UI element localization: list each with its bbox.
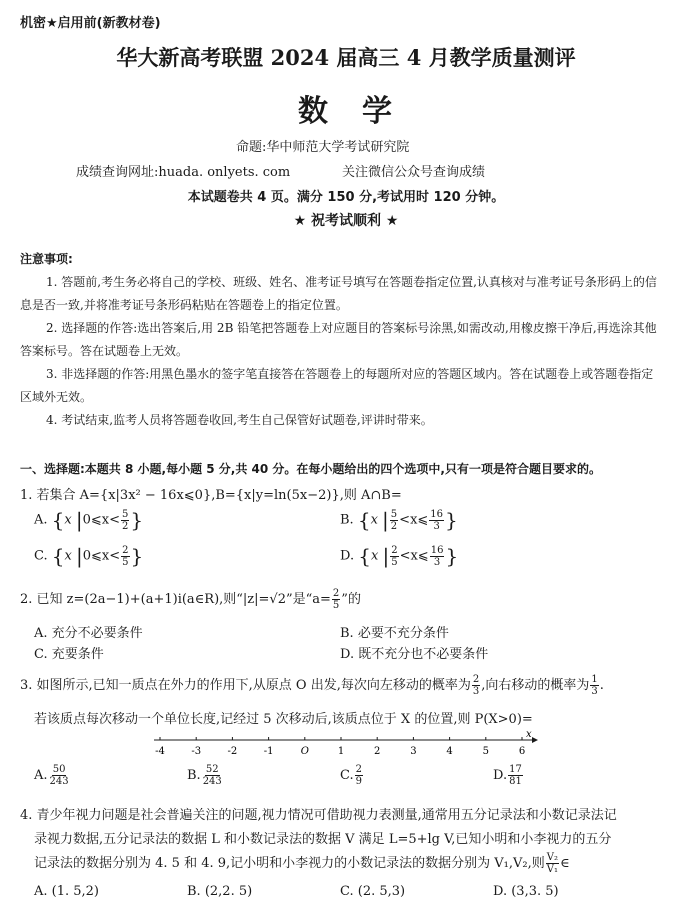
notice-heading: 注意事项: [20,252,73,266]
fraction: $\frac{\text{V₂}}{\text{V₁}}$ [546,852,558,875]
notice-list [20,271,664,432]
q4-option-b: B. (2,2. 5) [187,884,253,899]
fraction: $\frac{16}{3}$ [430,508,444,532]
axis-tick-label: 1 [337,746,345,757]
axis-tick-label: 6 [518,746,526,757]
q3-stem-line2: 若该质点每次移动一个单位长度,记经过 5 次移动后,该质点位于 X 的位置,则 P(X>0)= [34,712,533,727]
axis-tick-label: -3 [191,746,202,757]
exam-title: 华大新高考联盟 2024 届高三 4 月教学质量测评 [116,45,576,70]
axis-arrow [532,737,538,743]
axis-tick-label: -1 [263,746,274,757]
wechat-notice: 关注微信公众号查询成绩 [342,165,486,180]
good-luck: ★ 祝考试顺利 ★ [293,213,399,229]
q4-stem-line1: 4. 青少年视力问题是社会普遍关注的问题,视力情况可借助视力表测量,通常用五分记录法和小数记录法记 [20,808,617,823]
fraction: $\frac{2}{3}$ [472,674,480,697]
subject-title: 数 学 [298,94,394,129]
q1-option-b: B. {x | $\frac{5}{2}$ <x⩽ $\frac{16}{3}$ } [340,508,458,532]
section-heading: 一、选择题:本题共 8 小题,每小题 5 分,共 40 分。在每小题给出的四个选项中,只有一项是符合题目要求的。 [20,462,601,476]
fraction: $\frac{17}{81}$ [509,764,522,787]
q3-option-a: A. $\frac{50}{243}$ [34,764,69,787]
fraction: $\frac{52}{243}$ [202,764,222,787]
fraction: $\frac{2}{5}$ [391,544,398,568]
q1-stem: 1. 若集合 A={x|3x² − 16x⩽0},B={x|y=ln(5x−2)},则 A∩B= [20,488,402,503]
axis-tick-label: 3 [410,746,417,757]
q4-option-c: C. (2. 5,3) [340,884,406,899]
fraction: $\frac{2}{5}$ [122,544,129,568]
q1-option-a: A. {x |0⩽x< $\frac{5}{2}$ } [34,508,144,532]
q2-option-d: D. 既不充分也不必要条件 [340,647,489,662]
fraction: $\frac{5}{2}$ [390,508,398,532]
axis-tick-label: -4 [155,746,165,757]
fraction: $\frac{2}{9}$ [355,764,362,787]
confidential-label: 机密★启用前(新教材卷) [20,16,161,31]
fraction: $\frac{50}{243}$ [49,764,69,787]
option-label: D. [340,548,355,564]
q4-option-a: A. (1. 5,2) [34,884,100,899]
q4-stem-line3: 记录法的数据分别为 4. 5 和 4. 9,记小明和小李视力的小数记录法的数据分别为 V₁,V₂,则 $\frac{\text{V₂}}{\text{V₁}}$ ∈ [34,852,570,875]
option-label: B. [340,512,354,528]
option-label: C. [34,548,48,564]
q4-option-d: D. (3,3. 5) [493,884,559,899]
notice-item: 3. 非选择题的作答:用黑色墨水的签字笔直接答在答题卷上的每题所对应的答题区域内。答在试题卷上或答题卷指定区域外无效。 [20,367,654,404]
fraction: $\frac{5}{2}$ [122,508,129,532]
q1-option-c: C. {x |0⩽x< $\frac{2}{5}$ } [34,544,144,568]
axis-tick-label: O [300,746,309,757]
q3-option-c: C. $\frac{2}{9}$ [340,764,362,787]
number-line [140,730,540,758]
q4-stem-line2: 录视力数据,五分记录法的数据 L 和小数记录法的数据 V 满足 L=5+lg V,已知小明和小李视力的五分 [34,832,612,847]
notice-item: 4. 考试结束,监考人员将答题卷收回,考生自己保管好试题卷,评讲时带来。 [46,413,433,427]
axis-tick-label: 5 [482,746,489,757]
notice-item: 1. 答题前,考生务必将自己的学校、班级、姓名、准考证号填写在答题卷指定位置,认真核对与准考证号条形码上的信息是否一致,并将准考证号条形码粘贴在答题卷上的指定位置。 [20,275,657,312]
axis-tick-label: 2 [374,746,381,757]
q3-stem-line1: 3. 如图所示,已知一质点在外力的作用下,从原点 O 出发,每次向左移动的概率为 $\frac{2}{3}$ ,向右移动的概率为 $\frac{1}{3}$ . [20,674,604,697]
author-line: 命题:华中师范大学考试研究院 [236,140,410,155]
exam-info: 本试题卷共 4 页。满分 150 分,考试用时 120 分钟。 [187,190,505,205]
fraction: $\frac{1}{3}$ [591,674,598,697]
q2-option-c: C. 充要条件 [34,647,104,662]
q1-option-d: D. {x | $\frac{2}{5}$ <x⩽ $\frac{16}{3}$ } [340,544,459,568]
q3-option-d: D. $\frac{17}{81}$ [493,764,522,787]
q2-option-b: B. 必要不充分条件 [340,626,449,641]
q3-option-b: B. $\frac{52}{243}$ [187,764,222,787]
axis-tick-label: -2 [227,746,238,757]
notice-item: 2. 选择题的作答:选出答案后,用 2B 铅笔把答题卷上对应题目的答案标号涂黑,如需改动,用橡皮擦干净后,再选涂其他答案标号。答在试题卷上无效。 [20,321,657,358]
fraction: $\frac{2}{5}$ [332,588,340,611]
q2-stem: 2. 已知 z=(2a−1)+(a+1)i(a∈R),则“|z|=√2”是“a= $\frac{2}{5}$ ”的 [20,588,361,611]
q2-option-a: A. 充分不必要条件 [34,626,143,641]
axis-label: x [526,730,532,740]
option-label: A. [34,512,48,528]
query-site: 成绩查询网址:huada. onlyets. com [76,165,291,180]
axis-tick-label: 4 [446,746,453,757]
fraction: $\frac{16}{3}$ [430,544,444,568]
